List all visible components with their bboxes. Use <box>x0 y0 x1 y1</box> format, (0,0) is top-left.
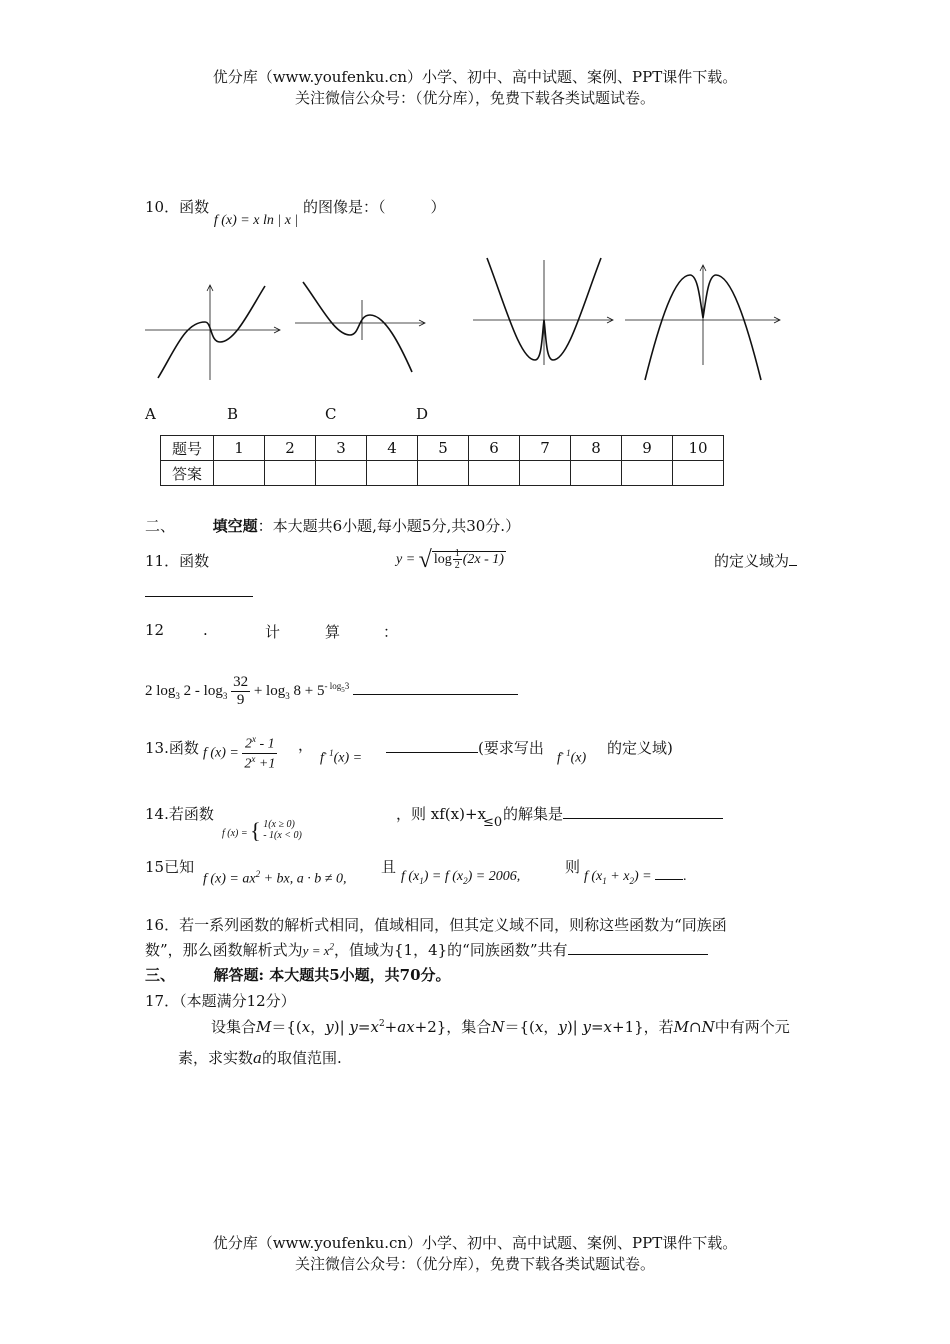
answer-cell[interactable] <box>571 461 622 486</box>
q13-answer-blank[interactable] <box>386 738 478 753</box>
answer-table-row-answers <box>161 461 724 486</box>
q11-log-base: $\frac{1}{2}$ <box>454 548 460 572</box>
q12-dot: . <box>203 621 208 639</box>
q16-answer-blank[interactable] <box>568 940 708 955</box>
answer-cell[interactable] <box>520 461 571 486</box>
q14-formula: f (x) = { 1(x ≥ 0) - 1(x < 0) <box>222 818 302 843</box>
q14-cases: 1(x ≥ 0) - 1(x < 0) <box>263 818 302 841</box>
q13-note: (要求写出 <box>478 739 544 757</box>
q13-tail <box>386 737 544 758</box>
q15-formula-2: f $(x_1) = f$ $(x_2) = 2006$, <box>401 869 521 886</box>
brace-icon: { <box>250 818 261 843</box>
graph-c <box>473 258 613 365</box>
q16-line-2: 数”，那么函数解析式为$y = x^2$，值域为{1，4}的“同族函数”共有 <box>145 939 708 960</box>
q15-mid-2: 则 <box>565 858 581 876</box>
answer-table-row-numbers <box>161 436 724 461</box>
answer-cell[interactable] <box>673 461 724 486</box>
q13-comma: ， <box>298 736 314 754</box>
q12-heading <box>145 621 405 639</box>
table-cell-number: 8 <box>571 436 622 461</box>
q11-arg: (2x - 1) <box>462 552 504 567</box>
q10-option-b: B <box>227 405 239 423</box>
q13-inverse-2: $f^{- 1}(x)$ <box>557 748 587 766</box>
table-cell-number: 10 <box>673 436 724 461</box>
q12-expr-c: + log <box>253 682 286 699</box>
q12-char-2: 算 <box>325 623 341 641</box>
table-cell-number: 1 <box>214 436 265 461</box>
graph-b <box>295 282 425 372</box>
q12-expr-b-sub: 3 <box>222 690 228 701</box>
page-header <box>0 66 950 108</box>
q14-mid: ，则 xf(x)+x <box>396 805 486 823</box>
answer-table <box>160 435 724 486</box>
table-cell-number: 3 <box>316 436 367 461</box>
section-2-title: 填空题 <box>212 517 258 535</box>
section-2-desc: ：本大题共6小题,每小题5分,共30分.） <box>257 517 521 535</box>
q15-answer-blank[interactable] <box>655 873 683 880</box>
q12-expr-a: 2 log <box>145 682 176 699</box>
q14-answer-blank[interactable] <box>563 804 723 819</box>
q13-inverse: $f^{- 1}(x)$ = <box>320 748 363 766</box>
q12-expr-d-sup: - log53 <box>324 680 350 694</box>
table-label-answer: 答案 <box>161 461 214 486</box>
graph-d <box>625 265 780 380</box>
q12-expr-b: 2 - log <box>183 682 223 699</box>
q15-formula-3: f $(x_1 + x_2)$ = . <box>584 869 687 886</box>
q15-prefix: 15已知 <box>145 858 195 876</box>
q17-head: 17．（本题满分12分） <box>145 992 296 1010</box>
answer-cell[interactable] <box>214 461 265 486</box>
answer-cell[interactable] <box>418 461 469 486</box>
q12-num: 12 <box>145 621 165 639</box>
q12-colon: ： <box>383 623 399 641</box>
q11-formula <box>396 543 506 571</box>
q11-log: log <box>433 552 452 567</box>
footer-line-2: 关注微信公众号：（优分库），免费下载各类试题试卷。 <box>294 1255 655 1273</box>
q11-blank-start[interactable] <box>789 551 797 566</box>
q14-prefix: 14.若函数 <box>145 805 214 823</box>
q10-option-c: C <box>325 405 337 423</box>
q10-graphs <box>140 250 790 390</box>
q13-formula <box>203 734 277 772</box>
page-footer <box>0 1232 950 1274</box>
q12-expression <box>145 674 518 709</box>
answer-cell[interactable] <box>265 461 316 486</box>
table-label-number: 题号 <box>161 436 214 461</box>
table-cell-number: 6 <box>469 436 520 461</box>
section-3-heading <box>145 964 451 985</box>
answer-cell[interactable] <box>622 461 673 486</box>
answer-cell[interactable] <box>367 461 418 486</box>
q10-suffix: 的图像是：（ ） <box>303 198 446 216</box>
answer-cell[interactable] <box>469 461 520 486</box>
footer-line-1: 优分库（www.youfenku.cn）小学、初中、高中试题、案例、PPT课件下载。 <box>212 1234 738 1252</box>
table-cell-number: 2 <box>265 436 316 461</box>
q11-sqrt-content <box>432 548 506 572</box>
section-2-heading <box>145 515 520 536</box>
q12-expr-c-sub: 3 <box>285 690 290 701</box>
q12-char-1: 计 <box>265 623 281 641</box>
q16-formula: $y = x^2$ <box>302 941 334 958</box>
q11-suffix <box>714 550 797 571</box>
q15-formula-1: f $(x) = ax^2$ + bx, a · b ≠ 0, <box>203 869 347 887</box>
q10-option-d: D <box>416 405 429 423</box>
graph-a <box>145 285 280 380</box>
header-line-2: 关注微信公众号：（优分库），免费下载各类试题试卷。 <box>294 89 655 107</box>
q12-expr-d: 8 + 5 <box>293 682 325 699</box>
q11-prefix: 11．函数 <box>145 552 210 570</box>
table-cell-number: 5 <box>418 436 469 461</box>
q17-line-1: 设集合M＝{(x，y)| $y=x^2+ax+2$}，集合N＝{(x，y)| y=x+1}，若M∩N中有两个元 <box>211 1018 790 1036</box>
q12-expr-a-sub: 3 <box>175 690 180 701</box>
q10-formula: f (x) = x ln | x | <box>213 213 299 228</box>
q17-line-2: 素，求实数a的取值范围. <box>178 1049 342 1067</box>
q15-mid: 且 <box>381 858 397 876</box>
q14-leq: ≤0 <box>483 815 503 830</box>
q10-prefix: 10．函数 <box>145 198 210 216</box>
q16-line-1: 16．若一系列函数的解析式相同，值域相同，但其定义域不同，则称这些函数为“同族函 <box>145 916 727 934</box>
q13-fraction: $\frac{2^x - 1}{2^x +1}$ <box>244 734 276 772</box>
question-10 <box>145 196 446 228</box>
table-cell-number: 4 <box>367 436 418 461</box>
q13-note-end: 的定义域) <box>607 739 673 757</box>
q11-formula-y: y = <box>396 552 416 567</box>
q10-option-a: A <box>145 405 156 423</box>
section-3-number: 三、 <box>145 966 176 984</box>
q13-prefix: 13.函数 <box>145 739 199 757</box>
q12-answer-blank[interactable] <box>353 680 518 695</box>
header-line-1: 优分库（www.youfenku.cn）小学、初中、高中试题、案例、PPT课件下载。 <box>212 68 738 86</box>
q13-fx: f (x) = <box>203 745 239 761</box>
answer-cell[interactable] <box>316 461 367 486</box>
q11-suffix-text: 的定义域为 <box>714 552 790 570</box>
section-2-number: 二、 <box>145 517 176 535</box>
section-3-title: 解答题: 本大题共5小题，共70分。 <box>213 966 451 984</box>
q11-answer-blank[interactable] <box>145 596 253 597</box>
table-cell-number: 9 <box>622 436 673 461</box>
table-cell-number: 7 <box>520 436 571 461</box>
sqrt-icon: √ <box>418 547 432 573</box>
q12-fraction: $\frac{32}{9}$ <box>233 674 249 708</box>
q14-suffix: 的解集是 <box>503 803 723 824</box>
